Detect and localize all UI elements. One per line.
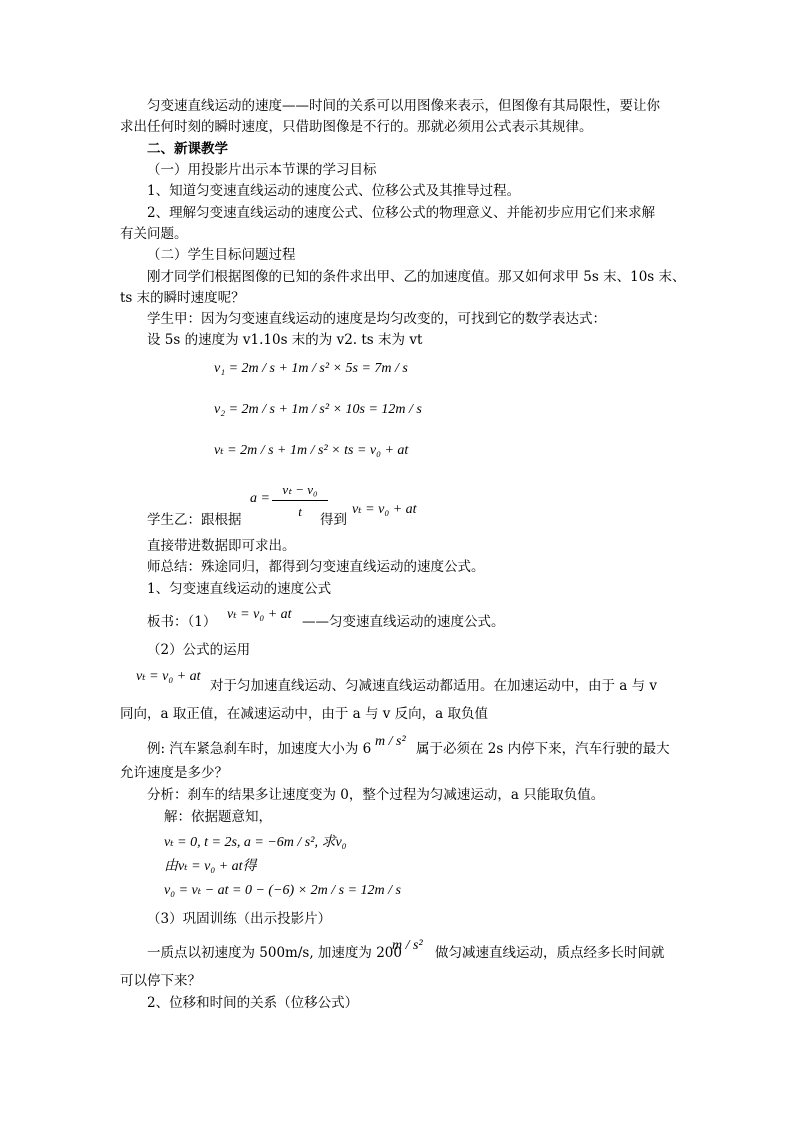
solution-label: 解：依据题意知，: [164, 809, 272, 825]
section-title: 二、新课教学: [147, 141, 228, 157]
direct-substitute: 直接带进数据即可求出。: [147, 538, 296, 554]
student-a: 学生甲：因为匀变速直线运动的速度是均匀改变的，可找到它的数学表达式：: [147, 311, 606, 327]
analysis: 分析：刹车的结果多让速度变为 0，整个过程为匀减速运动，a 只能取负值。: [147, 787, 605, 803]
velocity-formula: vₜ = v₀ + at: [352, 502, 417, 517]
intro-line-1: 匀变速直线运动的速度——时间的关系可以用图像来表示，但图像有其局限性，要让你: [147, 98, 660, 114]
example-suffix: 属于必须在 2s 内停下来，汽车行驶的最大: [416, 741, 670, 757]
solution-eq-2: 由vₜ = v₀ + at得: [164, 859, 257, 874]
fraction-bar: [272, 500, 328, 501]
item-1-velocity-formula: 1、匀变速直线运动的速度公式: [147, 581, 332, 597]
subsection-1: （一）用投影片出示本节课的学习目标: [147, 162, 377, 178]
equation-vt: vₜ = 2m / s + 1m / s² × ts = v₀ + at: [214, 443, 409, 458]
subsection-2: （二）学生目标问题过程: [147, 247, 296, 263]
solution-eq-3: v₀ = vₜ − at = 0 − (−6) × 2m / s = 12m / s: [164, 883, 401, 898]
exercise-line-2: 可以停下来？: [120, 973, 201, 989]
example-prefix: 例: 汽车紧急刹车时，加速度大小为 6: [147, 741, 372, 757]
equation-v2: v₂ = 2m / s + 1m / s² × 10s = 12m / s: [214, 402, 422, 417]
board-suffix: ——匀变速直线运动的速度公式。: [302, 614, 505, 630]
equation-v1: v₁ = 2m / s + 1m / s² × 5s = 7m / s: [214, 361, 408, 376]
board-formula: vₜ = v₀ + at: [227, 607, 292, 622]
exercise-unit: m / s²: [392, 938, 423, 953]
example-unit: m / s²: [375, 734, 406, 749]
goal-2-line-1: 2、理解匀变速直线运动的速度公式、位移公式的物理意义、并能初步应用它们来求解: [147, 205, 656, 221]
exercise-prefix: 一质点以初速度为 500m/s, 加速度为 200: [147, 945, 402, 961]
usage-line-1: 对于匀加速直线运动、匀减速直线运动都适用。在加速运动中，由于 a 与 v: [210, 678, 658, 694]
usage-formula: vₜ = v₀ + at: [136, 669, 201, 684]
item-3-practice: （3）巩固训练（出示投影片）: [147, 911, 332, 927]
item-2-usage: （2）公式的运用: [147, 642, 251, 658]
item-displacement: 2、位移和时间的关系（位移公式）: [147, 995, 359, 1011]
board-prefix: 板书：（1）: [147, 614, 217, 630]
goal-1: 1、知道匀变速直线运动的速度公式、位移公式及其推导过程。: [147, 183, 521, 199]
question-line-1: 刚才同学们根据图像的已知的条件求出甲、乙的加速度值。那又如何求甲 5s 末、10s 末、: [147, 269, 686, 285]
usage-line-2: 同向，a 取正值，在减速运动中，由于 a 与 v 反向，a 取负值: [120, 706, 489, 722]
solution-eq-1: vₜ = 0, t = 2s, a = −6m / s², 求v₀: [164, 835, 347, 850]
example-line-2: 允许速度是多少？: [120, 765, 228, 781]
exercise-suffix: 做匀减速直线运动，质点经多长时间就: [435, 945, 665, 961]
goal-2-line-2: 有关问题。: [120, 226, 188, 242]
teacher-summary: 师总结：殊途同归，都得到匀变速直线运动的速度公式。: [147, 559, 485, 575]
student-b-mid: 得到: [320, 512, 347, 528]
fraction-denominator: t: [298, 504, 302, 519]
fraction-lhs: a =: [250, 491, 270, 506]
setting-line: 设 5s 的速度为 v1.10s 末的为 v2. ts 末为 vt: [147, 332, 423, 348]
fraction-numerator: vₜ − v₀: [282, 482, 318, 497]
student-b-prefix: 学生乙：跟根据: [147, 512, 242, 528]
question-line-2: ts 末的瞬时速度呢？: [120, 290, 245, 306]
intro-line-2: 求出任何时刻的瞬时速度，只借助图像是不行的。那就必须用公式表示其规律。: [120, 119, 593, 135]
